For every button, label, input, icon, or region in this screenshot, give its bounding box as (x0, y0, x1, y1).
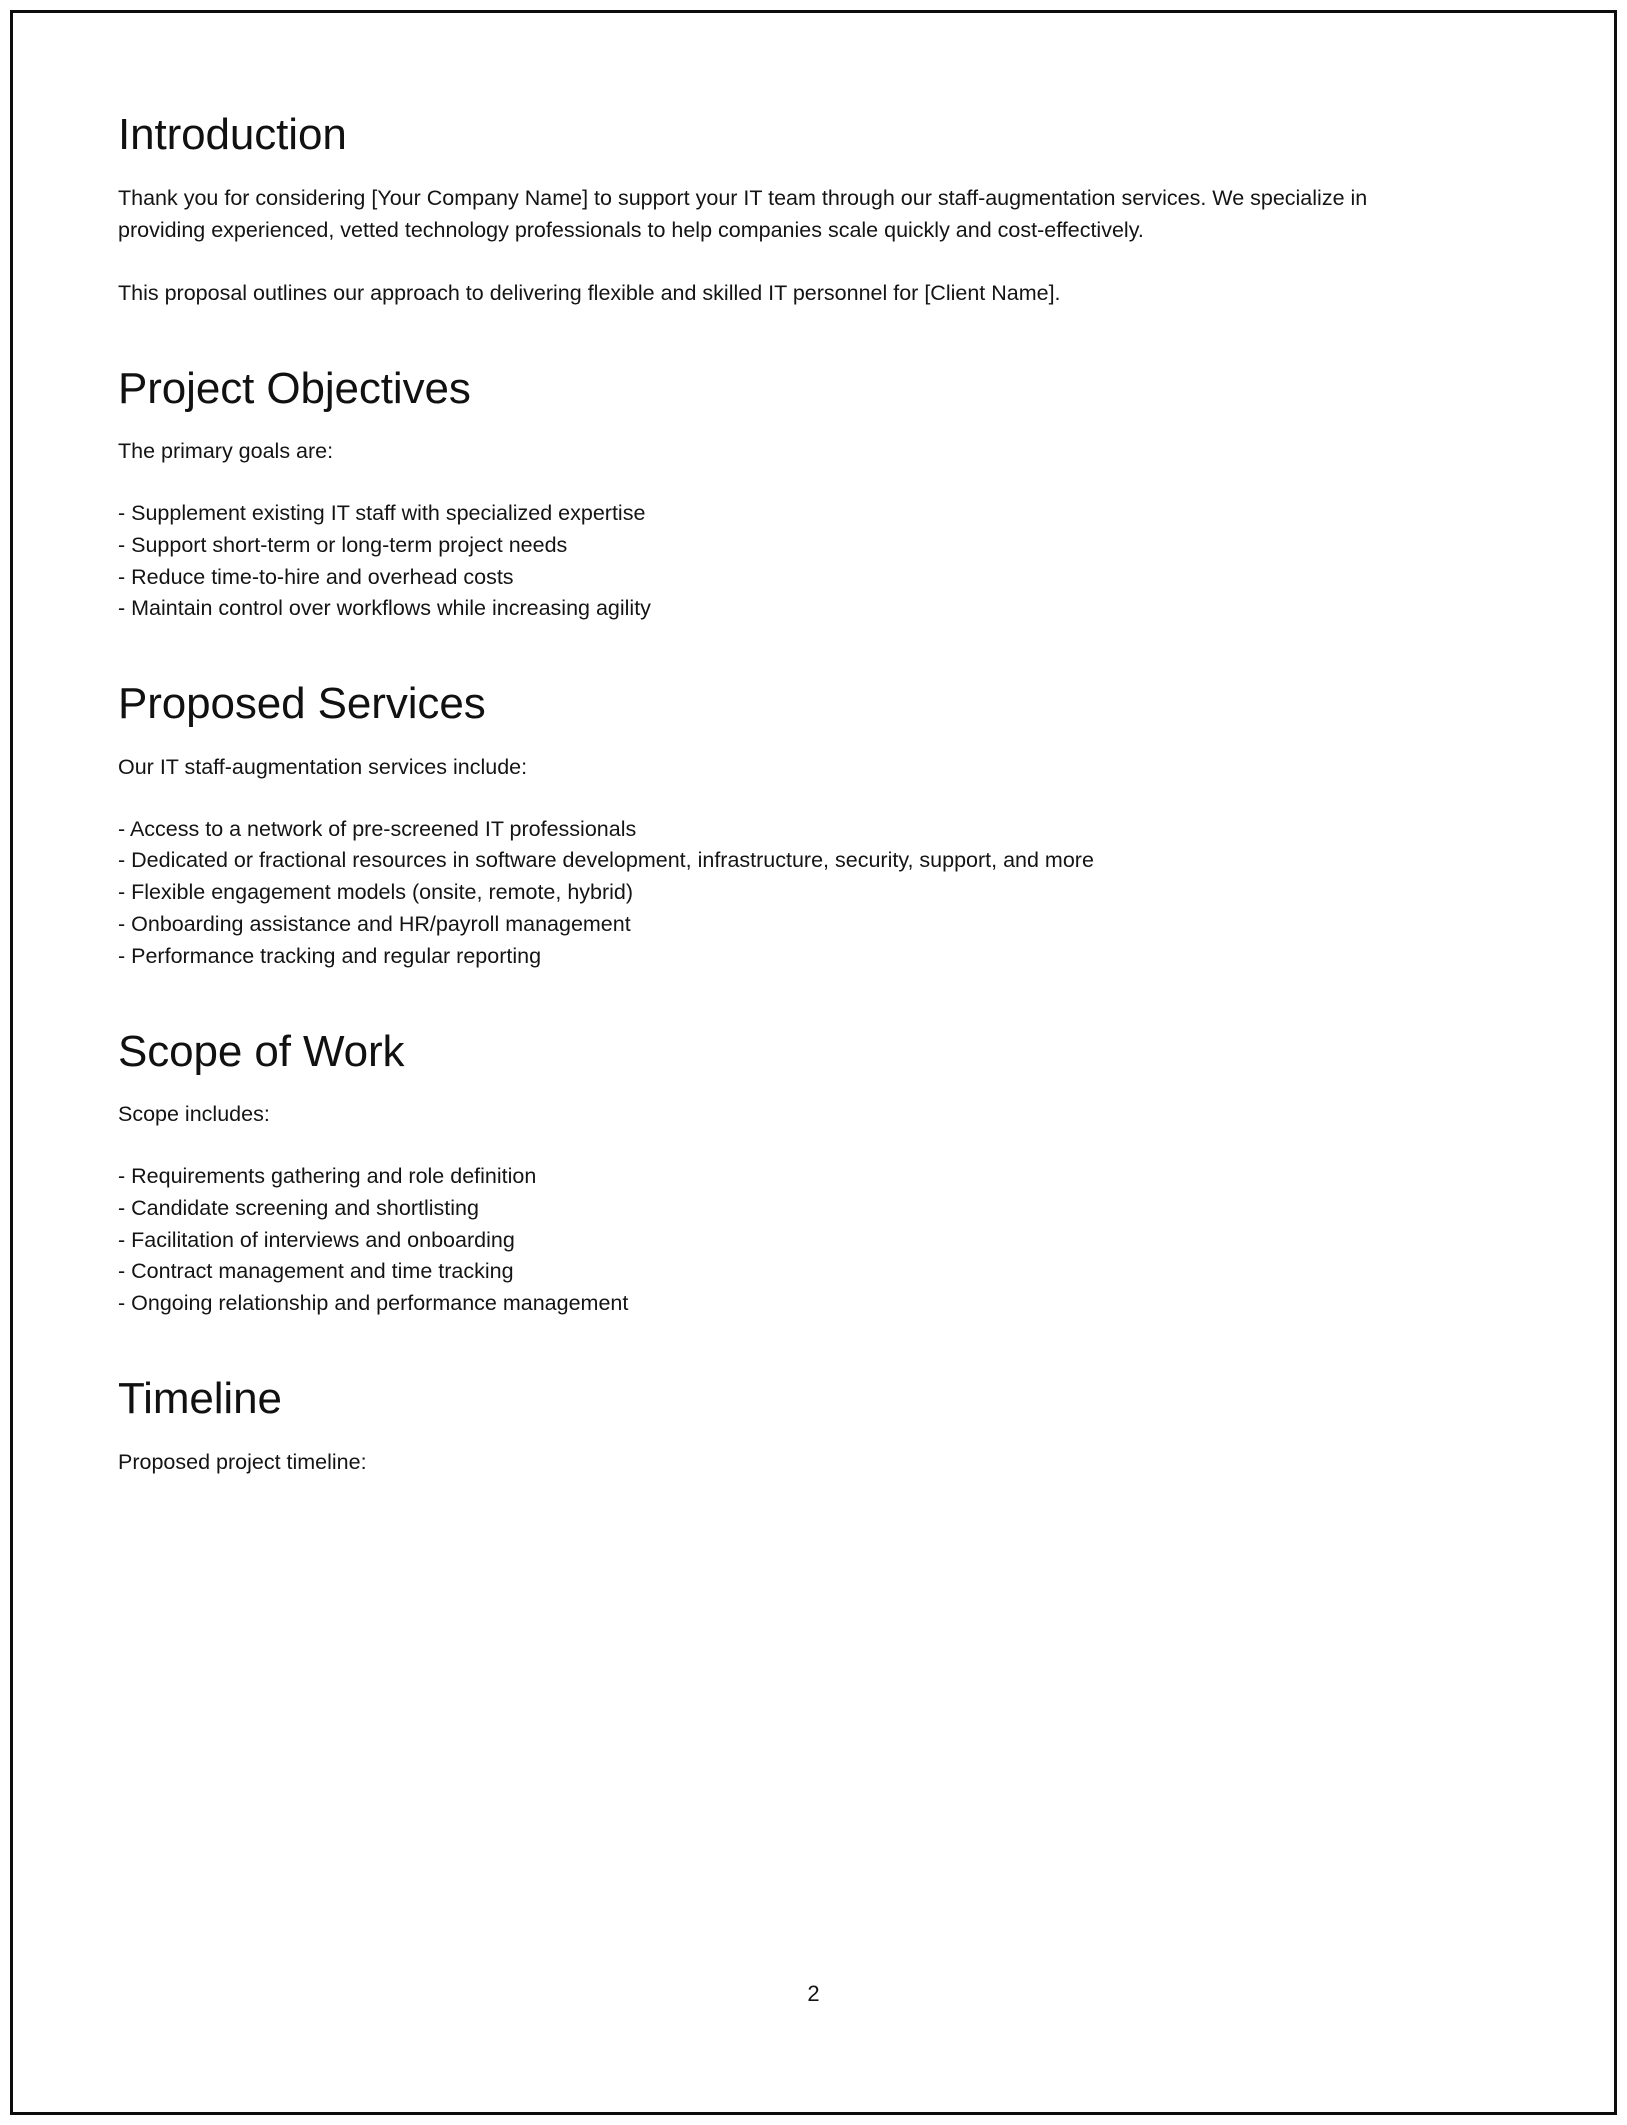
document-body (118, 0, 1518, 1478)
section-heading-wrap-project-objectives (118, 362, 1518, 416)
list-item: - Supplement existing IT staff with specialized expertise (118, 501, 646, 526)
list-item: - Maintain control over workflows while increasing agility (118, 596, 651, 621)
heading-introduction: Introduction (118, 110, 347, 159)
heading-project-objectives: Project Objectives (118, 363, 471, 413)
list-proposed-services (118, 814, 1518, 973)
heading-proposed-services: Proposed Services (118, 679, 486, 729)
list-item: - Requirements gathering and role definition (118, 1164, 537, 1189)
section-heading-wrap-scope-of-work (118, 1025, 1518, 1079)
list-item: - Onboarding assistance and HR/payroll management (118, 912, 631, 937)
list-item: - Support short-term or long-term project needs (118, 532, 568, 557)
list-item: - Dedicated or fractional resources in software development, infrastructure, security, support, and more (118, 848, 1094, 873)
paragraph-timeline-intro: Proposed project timeline: (118, 1449, 367, 1474)
list-item: - Contract management and time tracking (118, 1259, 514, 1284)
list-scope-of-work (118, 1161, 1518, 1320)
section-introduction (118, 108, 1518, 310)
paragraph-project-objectives-intro: The primary goals are: (118, 439, 334, 464)
page-number: 2 (807, 1981, 820, 2006)
heading-scope-of-work: Scope of Work (118, 1026, 405, 1076)
section-heading-wrap-proposed-services (118, 677, 1518, 731)
section-timeline (118, 1372, 1518, 1478)
list-item: - Reduce time-to-hire and overhead costs (118, 564, 514, 589)
paragraph-scope-of-work-intro: Scope includes: (118, 1102, 270, 1127)
section-heading-wrap-introduction (118, 108, 1518, 162)
section-project-objectives (118, 362, 1518, 626)
paragraph-introduction-1: Thank you for considering [Your Company Name] to support your IT team through our staff-augmentation services. We specialize in providing experienced, vetted technology professionals to help companies scale quickly and cost-effectively. (118, 185, 1368, 243)
list-item: - Ongoing relationship and performance management (118, 1291, 629, 1316)
list-item: - Access to a network of pre-screened IT professionals (118, 816, 637, 841)
section-heading-wrap-timeline (118, 1372, 1518, 1426)
heading-timeline: Timeline (118, 1374, 282, 1424)
list-item: - Performance tracking and regular reporting (118, 943, 542, 968)
paragraph-proposed-services-intro: Our IT staff-augmentation services include: (118, 754, 528, 779)
page-content-area (118, 0, 1518, 2125)
list-item: - Flexible engagement models (onsite, remote, hybrid) (118, 880, 634, 905)
paragraph-introduction-2: This proposal outlines our approach to delivering flexible and skilled IT personnel for [Client Name]. (118, 281, 1061, 306)
list-item: - Candidate screening and shortlisting (118, 1195, 479, 1220)
section-proposed-services (118, 677, 1518, 972)
list-project-objectives (118, 498, 1518, 625)
list-item: - Facilitation of interviews and onboarding (118, 1227, 515, 1252)
section-scope-of-work (118, 1025, 1518, 1320)
